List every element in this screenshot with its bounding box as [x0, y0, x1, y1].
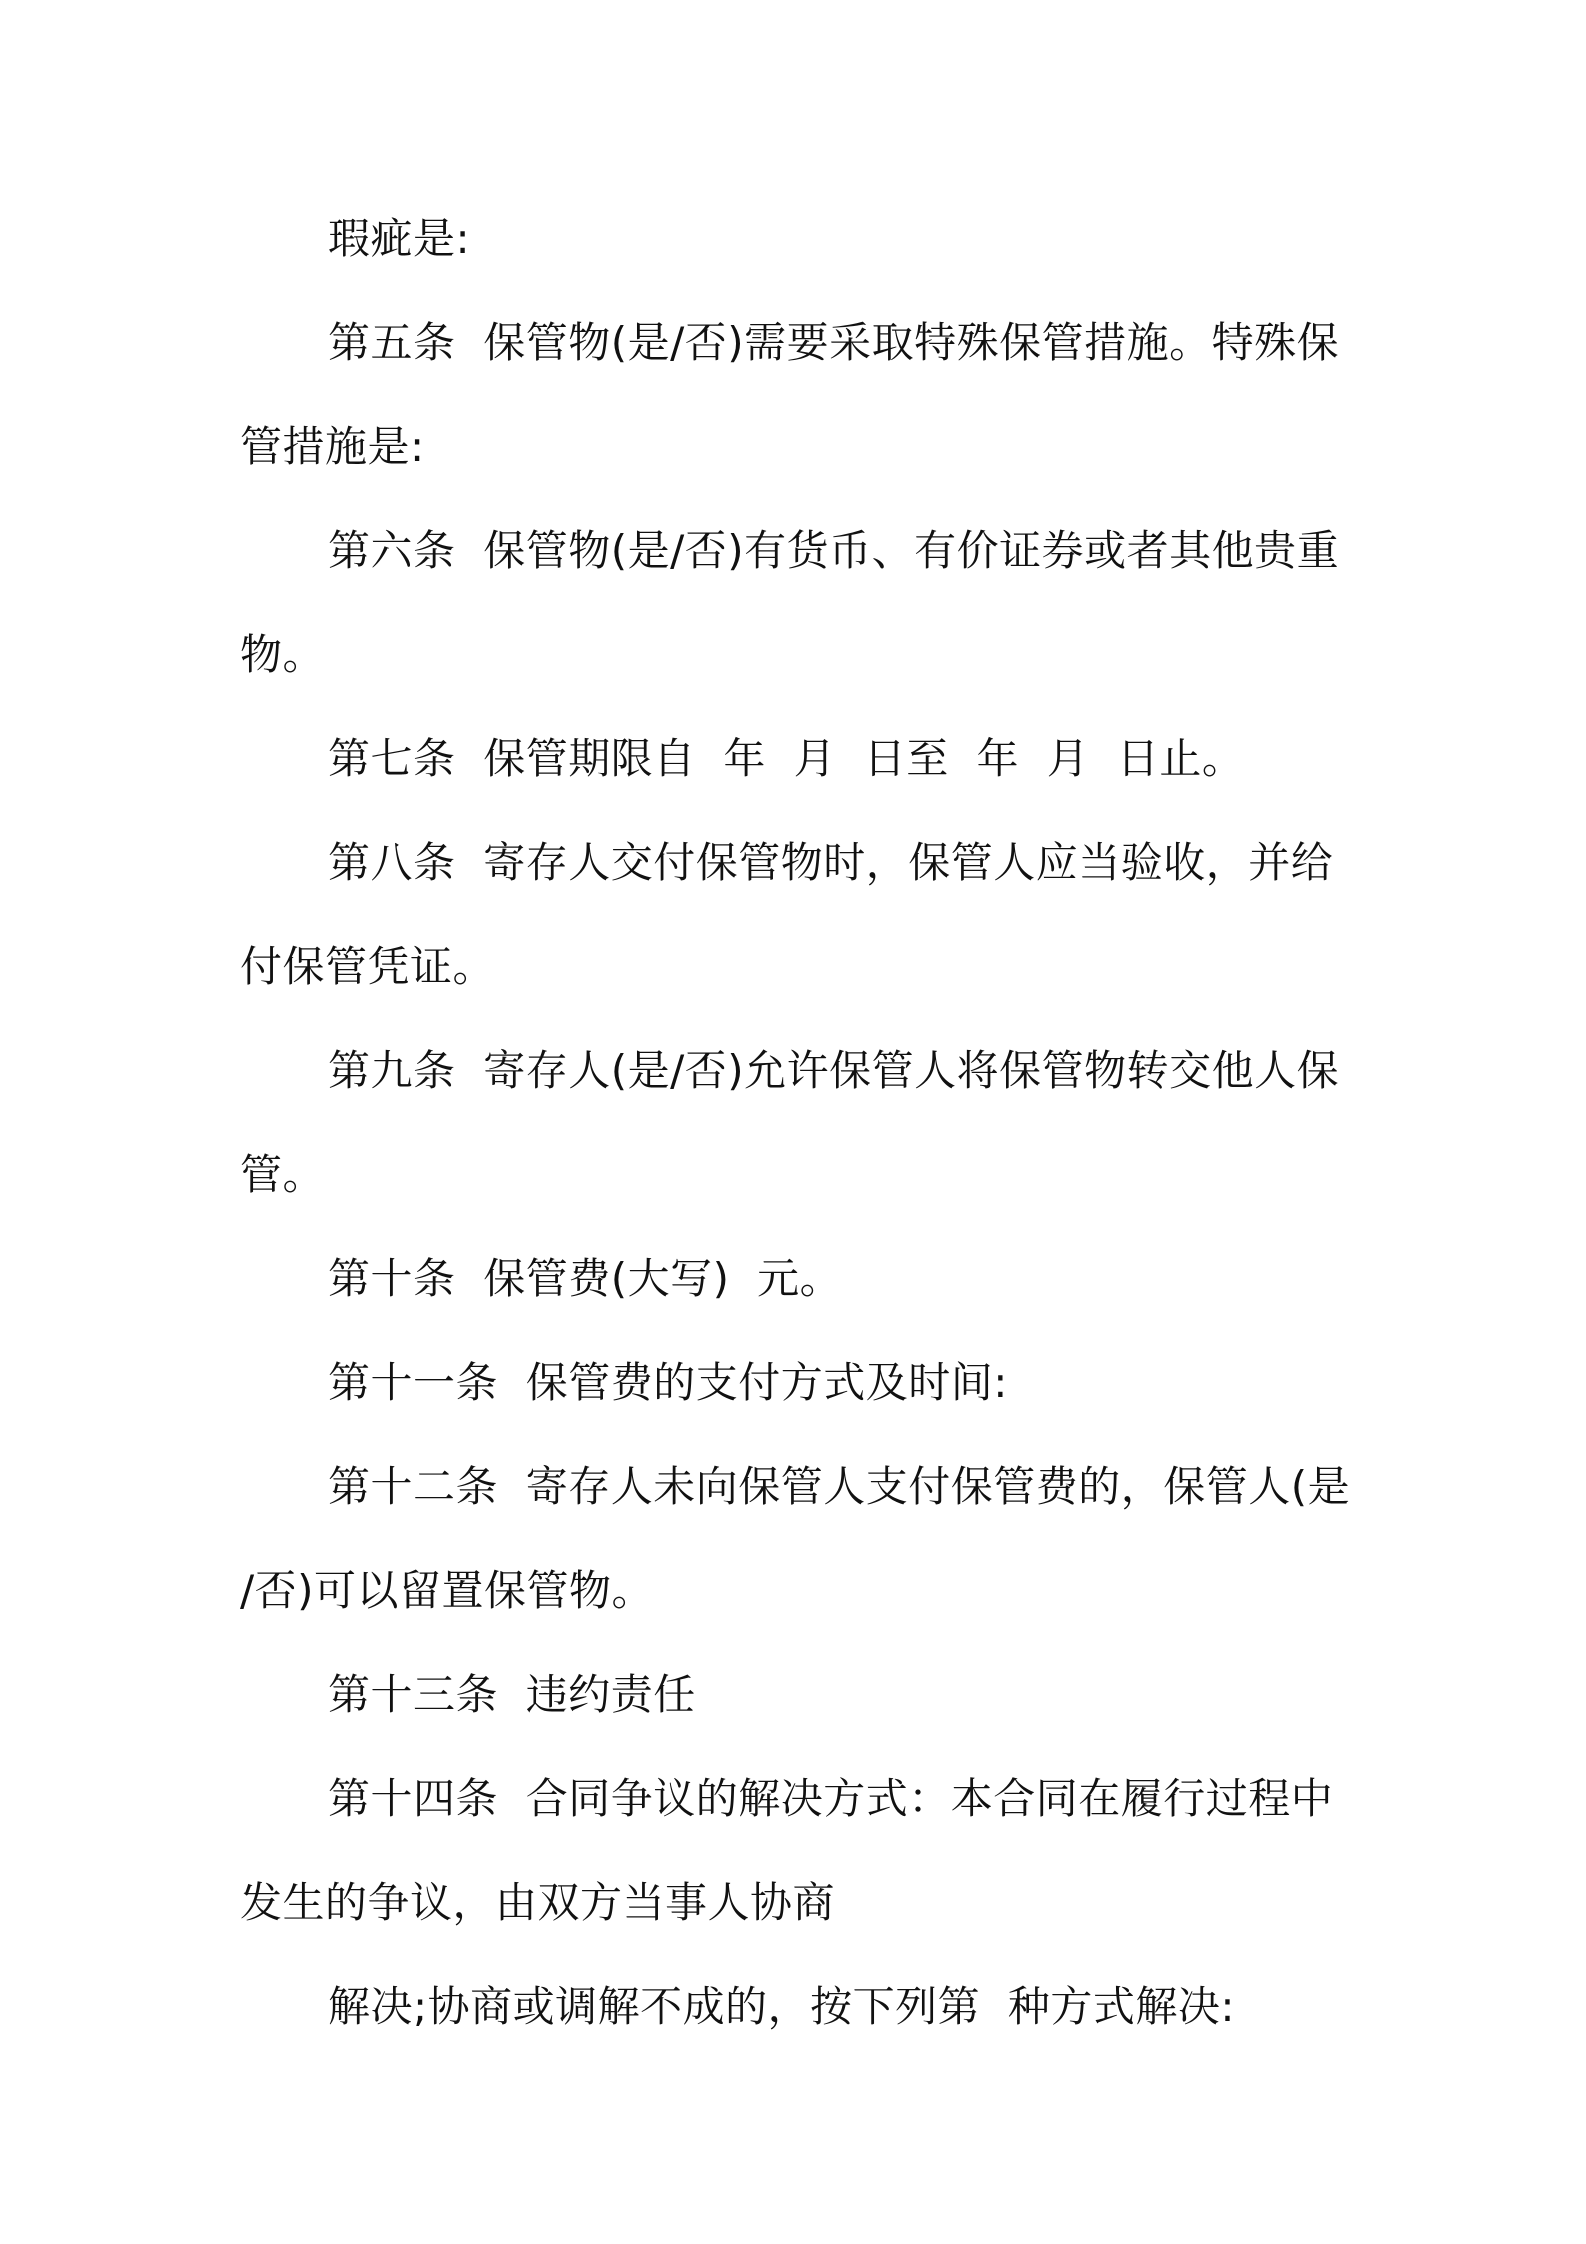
article-12-line-1: 第十二条 寄存人未向保管人支付保管费的，保管人(是: [328, 1462, 1351, 1511]
article-6-line-2: 物。: [240, 630, 326, 679]
article-14-line-1: 第十四条 合同争议的解决方式：本合同在履行过程中: [328, 1774, 1334, 1823]
article-9-line-1: 第九条 寄存人(是/否)允许保管人将保管物转交他人保: [328, 1046, 1340, 1095]
article-8-line-1: 第八条 寄存人交付保管物时，保管人应当验收，并给: [328, 838, 1334, 887]
text-line-defect: 瑕疵是:: [328, 214, 471, 263]
article-9-line-2: 管。: [240, 1150, 326, 1199]
article-6-line-1: 第六条 保管物(是/否)有货币、有价证券或者其他贵重: [328, 526, 1340, 575]
article-8-line-2: 付保管凭证。: [240, 942, 496, 991]
article-14-line-2: 发生的争议，由双方当事人协商: [240, 1878, 836, 1927]
article-5-line-2: 管措施是:: [240, 422, 425, 471]
article-11-line: 第十一条 保管费的支付方式及时间:: [328, 1358, 1008, 1407]
article-7-line: 第七条 保管期限自 年 月 日至 年 月 日止。: [328, 734, 1245, 783]
article-10-line: 第十条 保管费(大写) 元。: [328, 1254, 843, 1303]
article-12-line-2: /否)可以留置保管物。: [240, 1566, 655, 1615]
article-13-line: 第十三条 违约责任: [328, 1670, 696, 1719]
article-14-line-3: 解决;协商或调解不成的，按下列第 种方式解决:: [328, 1982, 1236, 2031]
article-5-line-1: 第五条 保管物(是/否)需要采取特殊保管措施。特殊保: [328, 318, 1340, 367]
